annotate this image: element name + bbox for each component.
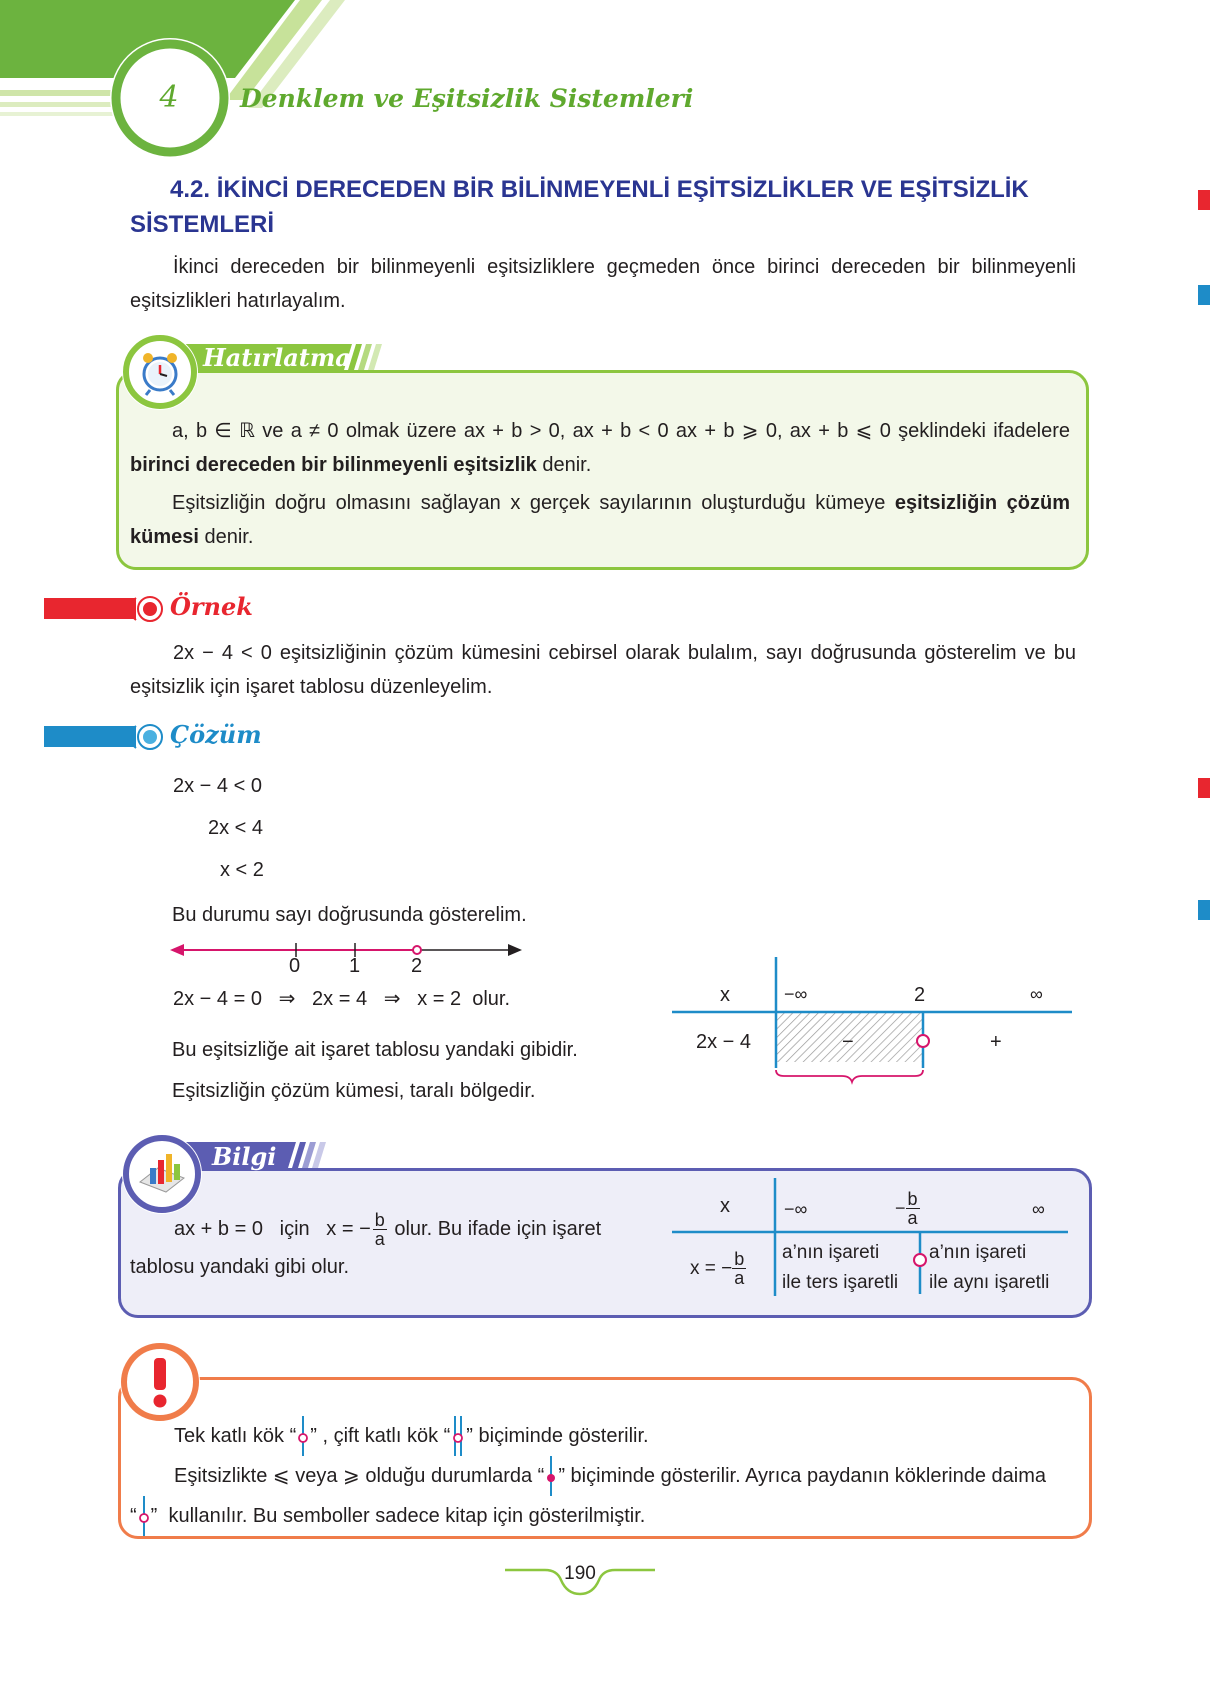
bilgi-line2: tablosu yandaki gibi olur. xyxy=(130,1256,350,1278)
warning-line-2 xyxy=(130,1456,1076,1496)
double-root-symbol-icon xyxy=(450,1416,466,1456)
edge-marker-red xyxy=(1198,190,1210,210)
bilgi-table-row-num: b xyxy=(734,1249,745,1269)
bilgi-table-x-label: x xyxy=(720,1195,730,1217)
hatirlatma-p2-bold: eşitsizliğin çözüm kümesi xyxy=(130,492,1070,548)
ornek-label: Örnek xyxy=(170,592,253,621)
bilgi-table-root-den: a xyxy=(907,1208,918,1228)
warning-line-3 xyxy=(130,1496,1076,1536)
section-title-line1: 4.2. İKİNCİ DERECEDEN BİR BİLİNMEYENLİ EŞİTSİZLİKLER VE EŞİTSİZLİK xyxy=(170,176,1029,203)
hatirlatma-p1-bold: birinci dereceden bir bilinmeyenli eşitsizlik xyxy=(130,454,537,476)
cozum-step-2: 2x < 4 xyxy=(208,817,264,839)
warning-l2-b: ” biçiminde gösterilir. Ayrıca paydanın köklerinde daima xyxy=(558,1465,1046,1487)
bilgi-table-root xyxy=(895,1190,920,1227)
bilgi-frac-den: a xyxy=(374,1228,385,1249)
hatirlatma-p1-end: denir. xyxy=(536,454,592,476)
warning-l1-a: Tek katlı kök “ xyxy=(174,1425,297,1447)
chapter-number: 4 xyxy=(159,80,179,115)
sign-table-x-label: x xyxy=(720,984,730,1006)
warning-l1-c: ” biçiminde gösterilir. xyxy=(466,1425,649,1447)
sign-table-neg-inf: −∞ xyxy=(784,984,808,1004)
warning-line-1 xyxy=(130,1416,1076,1456)
sign-table-expr: 2x − 4 xyxy=(696,1031,752,1053)
cozum-step-3: x < 2 xyxy=(220,859,264,881)
warning-text xyxy=(130,1416,1076,1536)
bilgi-table-right-cell xyxy=(929,1238,1049,1298)
bilgi-table-root-fraction xyxy=(906,1190,920,1227)
bilgi-table-left-cell xyxy=(782,1238,898,1298)
hatirlatma-p2-text: Eşitsizliğin doğru olmasını sağlayan x gerçek sayılarının oluşturduğu kümeye xyxy=(172,492,895,514)
sign-table xyxy=(672,955,1072,1085)
page-number: 190 xyxy=(564,1563,596,1584)
hatirlatma-p1-text: a, b ∈ ℝ ve a ≠ 0 olmak üzere ax + b > 0, ax + b < 0 ax + b ⩾ 0, ax + b ⩽ 0 şeklindeki ifadelere xyxy=(172,420,1070,442)
hatirlatma-definition xyxy=(130,414,1070,482)
warning-l2-a: Eşitsizlikte ⩽ veya ⩾ olduğu durumlarda “ xyxy=(174,1465,545,1487)
hatirlatma-p2-end: denir. xyxy=(198,526,254,548)
solution-caption: Eşitsizliğin çözüm kümesi, taralı bölgedir. xyxy=(172,1080,536,1102)
filled-root-symbol-icon xyxy=(544,1456,558,1496)
bilgi-table-row-fraction xyxy=(732,1250,746,1287)
ornek-problem: 2x − 4 < 0 eşitsizliğinin çözüm kümesini cebirsel olarak bulalım, sayı doğrusunda gösterelim ve bu eşitsizlik için işaret tablosu düzenleyelim. xyxy=(130,642,1076,698)
single-root-symbol-icon xyxy=(137,1496,151,1536)
warning-l3-b: ” kullanılır. Bu semboller sadece kitap için gösterilmiştir. xyxy=(150,1505,646,1527)
edge-marker-blue xyxy=(1198,285,1210,305)
tick-label: 1 xyxy=(349,955,361,977)
intro-text: İkinci dereceden bir bilinmeyenli eşitsizliklere geçmeden önce birinci dereceden bir bilinmeyenli eşitsizlikleri hatırlayalım. xyxy=(130,256,1076,312)
chapter-title: Denklem ve Eşitsizlik Sistemleri xyxy=(240,84,694,113)
sign-table-left-sign: − xyxy=(842,1031,854,1053)
bilgi-fraction xyxy=(373,1211,387,1248)
cozum-target-icon xyxy=(130,722,164,752)
hatirlatma-text xyxy=(130,414,1070,558)
number-line xyxy=(168,938,528,968)
numberline-caption: Bu durumu sayı doğrusunda gösterelim. xyxy=(172,904,527,926)
bilgi-frac-num: b xyxy=(374,1209,385,1230)
bilgi-line1 xyxy=(130,1210,650,1248)
tick-label: 2 xyxy=(411,955,423,977)
intro-paragraph xyxy=(130,250,1076,318)
bilgi-label: Bilgi xyxy=(212,1142,277,1171)
cozum-step-1: 2x − 4 < 0 xyxy=(173,775,262,797)
tick-label: 0 xyxy=(289,955,301,977)
bilgi-table-pos-inf: ∞ xyxy=(1032,1199,1045,1219)
root-equation: 2x − 4 = 0 ⇒ 2x = 4 ⇒ x = 2 olur. xyxy=(173,988,511,1010)
bilgi-text xyxy=(130,1210,650,1286)
sign-table-root: 2 xyxy=(914,984,926,1006)
hatirlatma-solution-set xyxy=(130,486,1070,554)
warning-icon xyxy=(118,1340,202,1424)
ornek-text xyxy=(130,636,1076,704)
sign-table-pos-inf: ∞ xyxy=(1030,984,1043,1004)
table-caption: Bu eşitsizliğe ait işaret tablosu yandaki gibidir. xyxy=(172,1039,578,1061)
section-title xyxy=(130,172,1080,242)
bilgi-table-root-minus: − xyxy=(895,1198,906,1218)
bilgi-table-row-label xyxy=(690,1250,746,1287)
sign-table-right-sign: + xyxy=(990,1031,1002,1053)
bilgi-table-row-den: a xyxy=(734,1268,745,1288)
ornek-target-icon xyxy=(130,594,164,624)
bar-chart-icon xyxy=(136,1148,188,1198)
warning-l3-a: “ xyxy=(130,1505,137,1527)
hatirlatma-label: Hatırlatma xyxy=(203,343,351,372)
bilgi-table-left-l2: ile ters işaretli xyxy=(782,1272,899,1293)
bilgi-table-right-l2: ile aynı işaretli xyxy=(929,1272,1050,1293)
bilgi-table-left-l1: a’nın işareti xyxy=(782,1242,880,1263)
edge-marker-blue xyxy=(1198,900,1210,920)
bilgi-table-row-text: x = − xyxy=(690,1257,733,1279)
edge-marker-red xyxy=(1198,778,1210,798)
section-title-line2: SİSTEMLERİ xyxy=(130,211,275,238)
bilgi-line1-end: olur. Bu ifade için işaret xyxy=(388,1218,602,1240)
cozum-bar xyxy=(44,726,136,747)
bilgi-table-neg-inf: −∞ xyxy=(784,1199,808,1219)
bilgi-table-root-num: b xyxy=(907,1189,918,1209)
single-root-symbol-icon xyxy=(296,1416,310,1456)
alarm-clock-icon xyxy=(134,346,186,398)
cozum-label: Çözüm xyxy=(170,720,262,749)
bilgi-table-right-l1: a’nın işareti xyxy=(929,1242,1027,1263)
bilgi-line1-start: ax + b = 0 için x = − xyxy=(174,1218,371,1240)
warning-l1-b: ” , çift katlı kök “ xyxy=(310,1425,451,1447)
ornek-bar xyxy=(44,598,136,619)
